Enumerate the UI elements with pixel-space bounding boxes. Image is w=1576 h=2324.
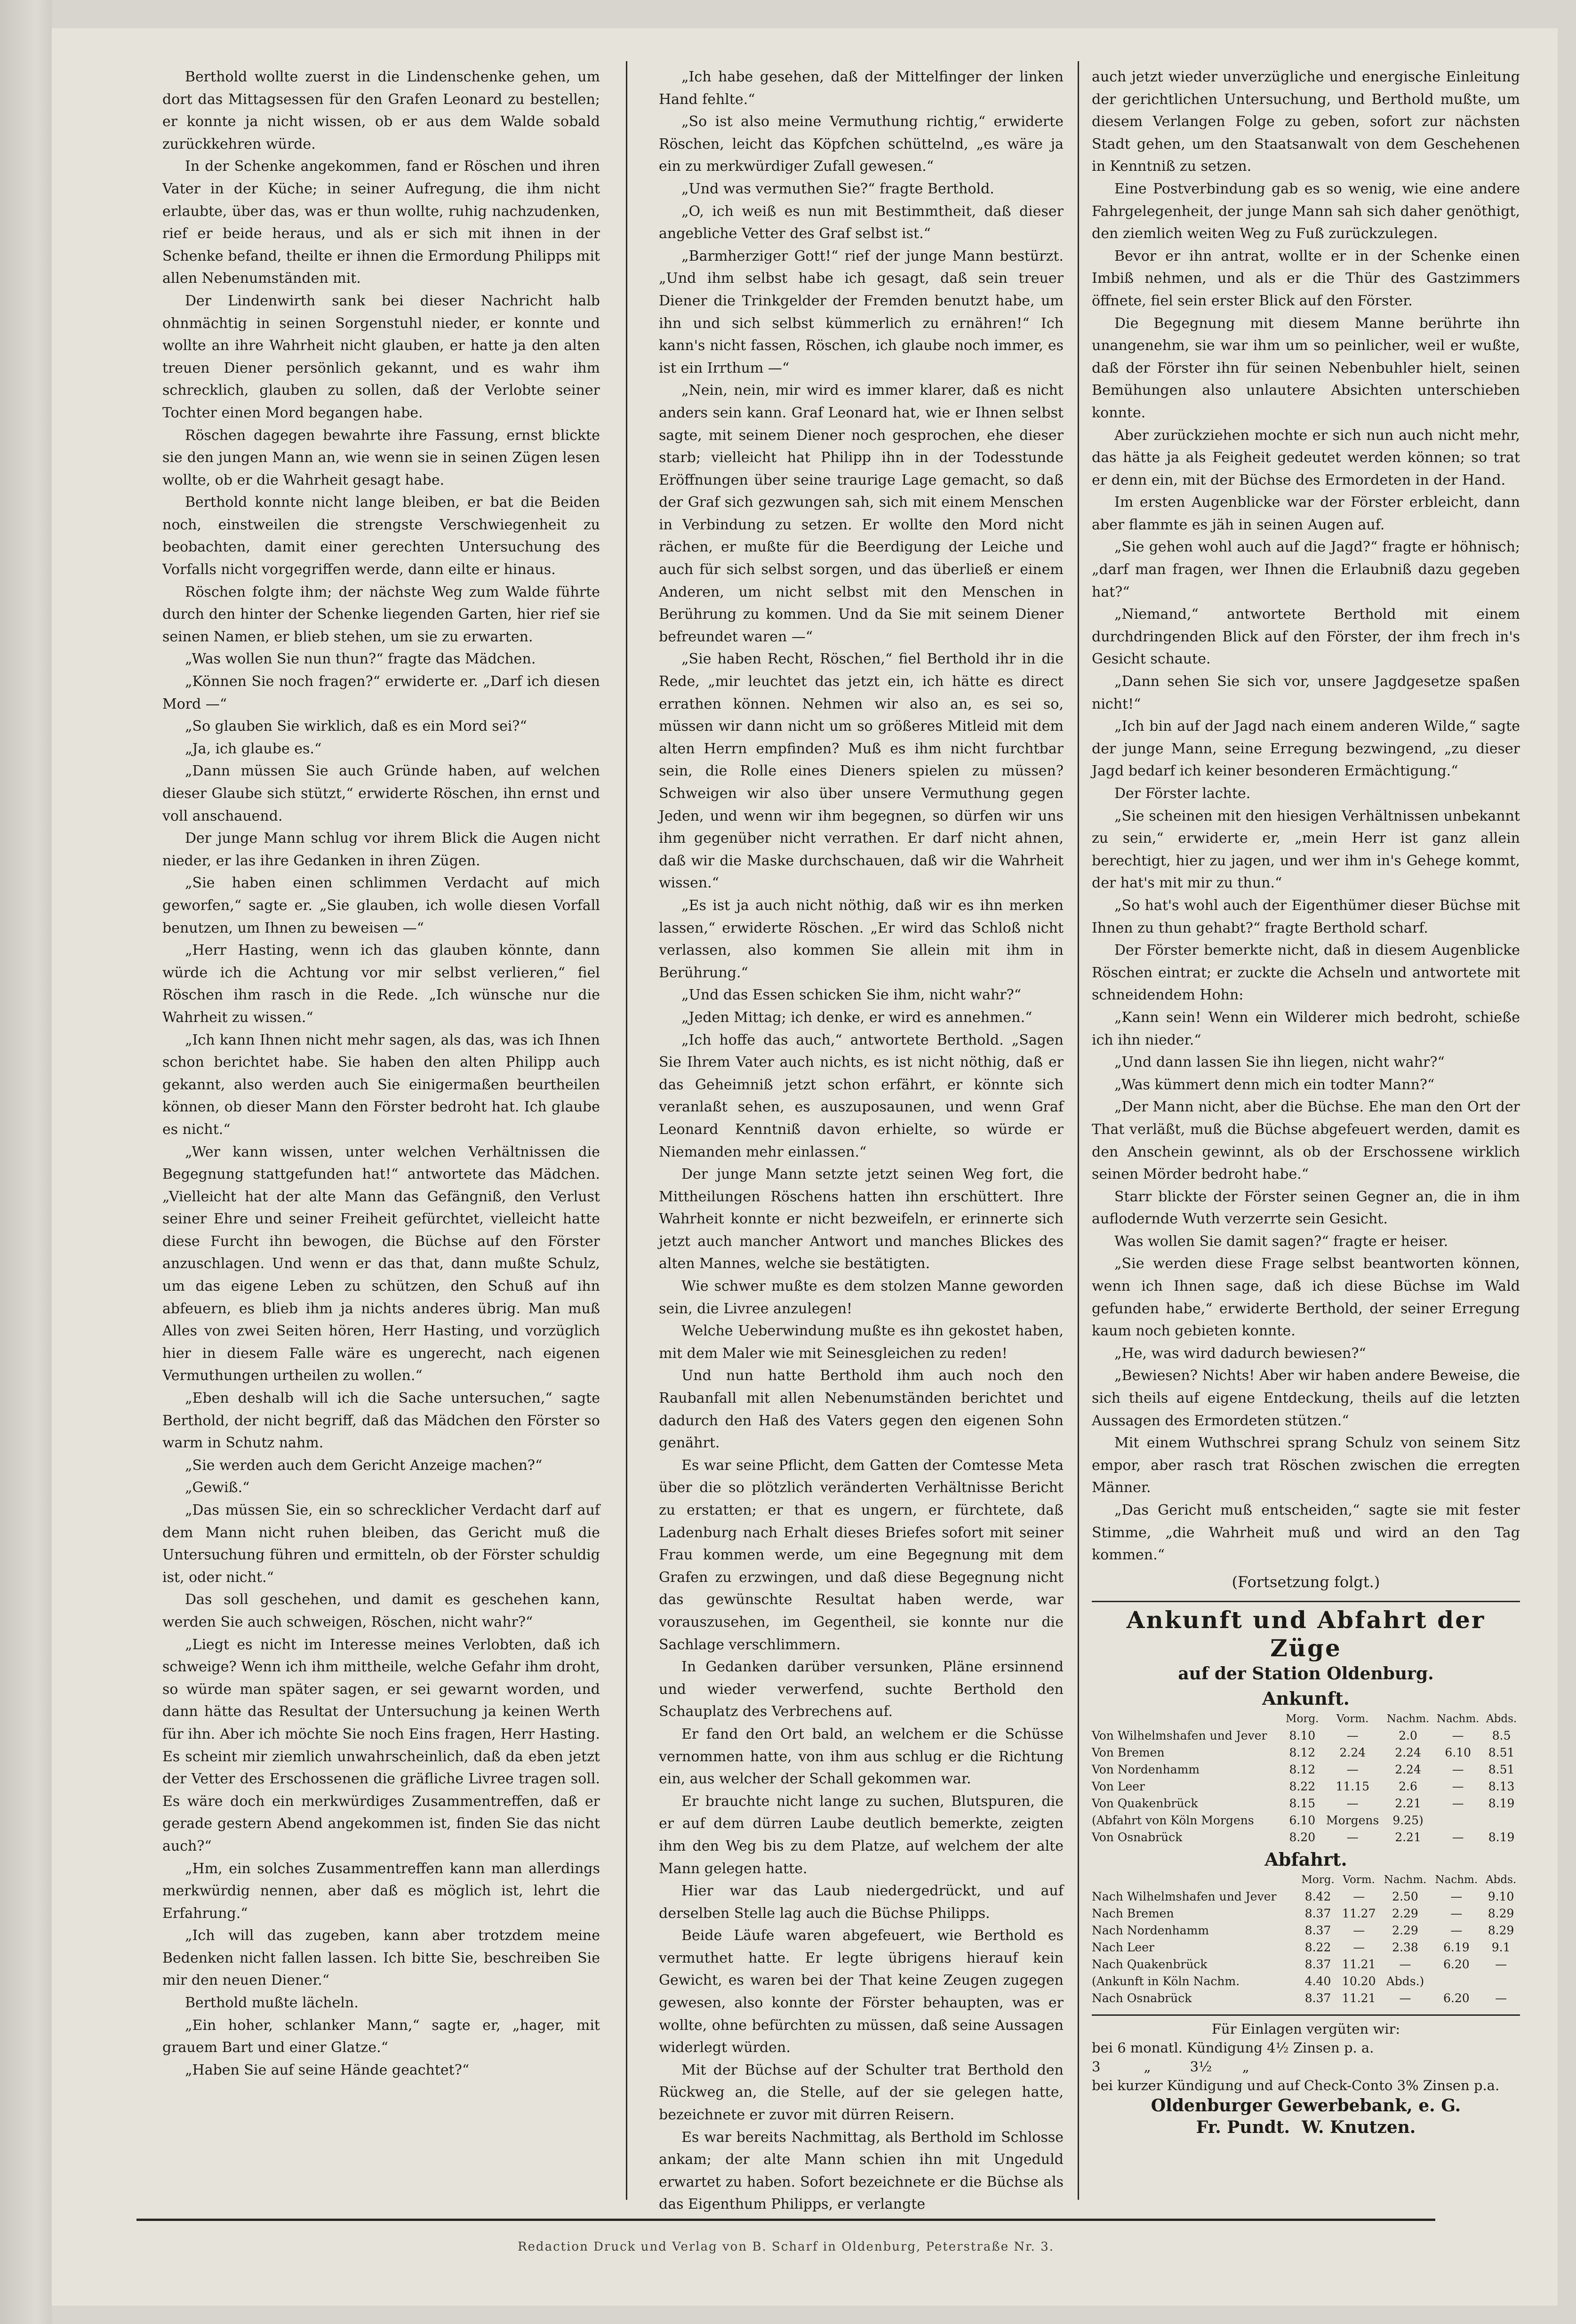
train-time: 8.37 — [1304, 1957, 1331, 1972]
train-time: 8.12 — [1289, 1763, 1316, 1777]
paragraph: „Ich hoffe das auch,“ antwortete Berthold. „Sagen Sie Ihrem Vater auch nichts, es ist nicht nöthig, daß er das Geheimniß jetzt schon erfährt, er könnte sich veranlaßt sehen, es auszuposaunen, und wenn Graf Leonard Kenntniß davon erhielte, so würde er Niemanden mehr einlassen.“ — [659, 1031, 1064, 1160]
train-time: 6.19 — [1443, 1941, 1470, 1955]
timetable-row — [1092, 1939, 1520, 1956]
paragraph: „Ich bin auf der Jagd nach einem anderen Wilde,“ sagte der junge Mann, seine Erregung bezwingend, „zu dieser Jagd bedarf ich keiner besonderen Ermächtigung.“ — [1092, 718, 1520, 780]
train-time: 11.21 — [1342, 1991, 1376, 2005]
train-time: 2.29 — [1392, 1907, 1418, 1921]
timetable-row — [1092, 1973, 1520, 1990]
paragraph: „Sie werden diese Frage selbst beantworten können, wenn ich Ihnen sage, daß ich diese Büchse im Wald gefunden habe,“ erwiderte Berthold, der seiner Erregung kaum noch gebieten konnte. — [1092, 1255, 1520, 1340]
train-time: — — [1450, 1924, 1463, 1938]
paragraph: „Und dann lassen Sie ihn liegen, nicht wahr?“ — [1114, 1054, 1445, 1071]
paragraph: auch jetzt wieder unverzügliche und energische Einleitung der gerichtlichen Untersuchung, und Berthold mußte, um diesem Verlangen Folge zu geben, sofort zur nächsten Stadt gehen, um den Staatsanwalt von dem Geschehenen in Kenntniß zu setzen. — [1092, 69, 1520, 175]
page-edge — [0, 0, 52, 2324]
train-time: 8.12 — [1289, 1746, 1316, 1760]
paragraph: Hier war das Laub niedergedrückt, und auf derselben Stelle lag auch die Büchse Philipps. — [659, 1883, 1064, 1922]
train-time: 8.19 — [1488, 1830, 1515, 1845]
train-time: 2.24 — [1339, 1746, 1366, 1760]
column-header: Morg. — [1286, 1713, 1319, 1725]
bank-signatories: Fr. Pundt. W. Knutzen. — [1196, 2117, 1416, 2138]
paragraph: „Barmherziger Gott!“ rief der junge Mann bestürzt. „Und ihm selbst habe ich gesagt, daß sein treuer Diener die Trinkgelder der Fremden benutzt habe, um ihn und sich selbst kümmerlich zu ernähren!“ Ich kann's nicht fassen, Röschen, ich glaube noch immer, es ist ein Irrthum —“ — [659, 248, 1064, 376]
paragraph: Der junge Mann setzte jetzt seinen Weg fort, die Mittheilungen Röschens hatten ihn erschüttert. Ihre Wahrheit konnte er nicht bezweifeln, er erinnerte sich jetzt auch mancher Antwort und manches Blickes des alten Mannes, welche sie bestätigten. — [659, 1166, 1064, 1272]
train-time: — — [1452, 1780, 1464, 1794]
paragraph: Was wollen Sie damit sagen?“ fragte er heiser. — [1114, 1233, 1448, 1250]
station-name: Von Osnabrück — [1092, 1830, 1183, 1845]
column-header: Morg. — [1301, 1874, 1335, 1886]
paragraph: Im ersten Augenblicke war der Förster erbleicht, dann aber flammte es jäh in seinen Augen auf. — [1092, 494, 1520, 533]
paragraph: Es war seine Pflicht, dem Gatten der Comtesse Meta über die so plötzlich veränderten Verhältnisse Bericht zu erstatten; er that es ungern, er fürchtete, daß Ladenburg nach Erhalt dieses Briefes sofort mit seiner Frau kommen werde, um eine Begegnung mit dem Grafen zu erzwingen, und daß diese Begegnung nicht das gewünschte Resultat haben werde, war vorauszusehen, im Gegentheil, sie konnte nur die Sachlage verschlimmern. — [659, 1457, 1064, 1653]
train-time: 6.20 — [1443, 1991, 1470, 2005]
departure-heading: Abfahrt. — [1264, 1849, 1347, 1870]
paragraph: Der junge Mann schlug vor ihrem Blick die Augen nicht nieder, er las ihre Gedanken in ihren Zügen. — [162, 830, 600, 869]
station-name: Von Wilhelmshafen und Jever — [1092, 1729, 1267, 1743]
column-header: Nachm. — [1436, 1713, 1480, 1725]
text-column-3 — [1092, 66, 1520, 2193]
train-time: — — [1452, 1763, 1464, 1777]
timetable-row — [1092, 1778, 1520, 1795]
continuation-note: (Fortsetzung folgt.) — [1232, 1573, 1380, 1591]
train-time: — — [1450, 1907, 1463, 1921]
paragraph: „Haben Sie auf seine Hände geachtet?“ — [185, 2061, 470, 2078]
column-header: Abds. — [1486, 1874, 1517, 1886]
timetable-row — [1092, 1829, 1520, 1846]
train-time: 6.10 — [1289, 1813, 1316, 1828]
paragraph: „Ja, ich glaube es.“ — [185, 740, 322, 757]
paragraph: Eine Postverbindung gab es so wenig, wie eine andere Fahrgelegenheit, der junge Mann sah sich daher genöthigt, den ziemlich weiten Weg zu Fuß zurückzulegen. — [1092, 180, 1520, 242]
section-divider — [1092, 1601, 1520, 1602]
paragraph: Die Begegnung mit diesem Manne berührte ihn unangenehm, sie war ihm um so peinlicher, weil er wußte, daß der Förster ihn für seinen Nebenbuhler hielt, seinen Bemühungen also unlautere Absichten unterschieben konnte. — [1092, 315, 1520, 421]
timetable-row — [1092, 1956, 1520, 1973]
train-time: 4.40 — [1304, 1974, 1331, 1989]
ad-line: Für Einlagen vergüten wir: — [1211, 2021, 1400, 2037]
column-header: Vorm. — [1343, 1874, 1375, 1886]
station-name: Von Nordenhamm — [1092, 1763, 1200, 1777]
station-name: Von Leer — [1092, 1780, 1145, 1794]
paragraph: „Herr Hasting, wenn ich das glauben könnte, dann würde ich die Achtung vor mir selbst verlieren,“ fiel Röschen ihm rasch in die Rede. „Ich wünsche nur die Wahrheit zu wissen.“ — [162, 942, 600, 1026]
train-time: 8.37 — [1304, 1924, 1331, 1938]
train-time: 11.21 — [1342, 1957, 1376, 1972]
train-time — [1433, 1812, 1483, 1829]
timetable-row — [1092, 1727, 1520, 1744]
paragraph: Das soll geschehen, und damit es geschehen kann, werden Sie auch schweigen, Röschen, nicht wahr?“ — [162, 1591, 600, 1630]
train-time: 10.20 — [1342, 1974, 1376, 1989]
ad-line: bei kurzer Kündigung und auf Check-Conto 3% Zinsen p.a. — [1092, 2077, 1500, 2094]
timetable-row — [1092, 1990, 1520, 2007]
station-name: Nach Bremen — [1092, 1907, 1174, 1921]
train-time: — — [1452, 1729, 1464, 1743]
train-time: 8.20 — [1289, 1830, 1316, 1845]
train-time: 2.50 — [1392, 1890, 1418, 1904]
paragraph: „O, ich weiß es nun mit Bestimmtheit, daß dieser angebliche Vetter des Graf selbst ist.“ — [659, 203, 1064, 242]
train-time: 2.38 — [1392, 1941, 1418, 1955]
train-time — [1482, 1973, 1520, 1990]
column-header: Nachm. — [1384, 1874, 1427, 1886]
train-time: 8.51 — [1488, 1746, 1515, 1760]
train-time: — — [1450, 1890, 1463, 1904]
timetable-row — [1092, 1812, 1520, 1829]
train-time: Morgens — [1326, 1813, 1379, 1828]
paragraph: „Sie gehen wohl auch auf die Jagd?“ fragte er höhnisch; „darf man fragen, wer Ihnen die Erlaubniß dazu gegeben hat?“ — [1092, 539, 1520, 600]
paragraph: Aber zurückziehen mochte er sich nun auch nicht mehr, das hätte ja als Feigheit gedeutet werden können; so trat er denn ein, mit der Büchse des Ermordeten in der Hand. — [1092, 427, 1520, 488]
train-time: Abds.) — [1386, 1974, 1424, 1989]
departure-table — [1092, 1871, 1520, 2007]
text-column-2 — [659, 66, 1064, 2213]
footer-rule — [136, 2219, 1435, 2221]
paragraph: Beide Läufe waren abgefeuert, wie Berthold es vermuthet hatte. Er legte übrigens hierauf kein Gewicht, es waren bei der That keine Zeugen zugegen gewesen, also konnte der Förster behaupten, was er wollte, ohne befürchten zu müssen, daß seine Aussagen widerlegt würden. — [659, 1927, 1064, 2056]
paragraph: „Was wollen Sie nun thun?“ fragte das Mädchen. — [185, 651, 536, 668]
column-rule-1 — [626, 61, 627, 2200]
train-time: 8.22 — [1289, 1780, 1316, 1794]
train-time: 8.13 — [1488, 1780, 1515, 1794]
train-time: — — [1399, 1991, 1411, 2005]
paragraph: „Ich will das zugeben, kann aber trotzdem meine Bedenken nicht fallen lassen. Ich bitte Sie, beschreiben Sie mir den neuen Diener.“ — [162, 1927, 600, 1989]
train-time — [1431, 1973, 1482, 1990]
paragraph: „Das müssen Sie, ein so schrecklicher Verdacht darf auf dem Mann nicht ruhen bleiben, das Gericht muß die Untersuchung führen und ermitteln, ob der Förster schuldig ist, oder nicht.“ — [162, 1502, 600, 1586]
timetable-row — [1092, 1761, 1520, 1778]
station-name: Nach Nordenhamm — [1092, 1924, 1209, 1938]
train-time: 2.21 — [1395, 1830, 1421, 1845]
paragraph: „So hat's wohl auch der Eigenthümer dieser Büchse mit Ihnen zu thun gehabt?“ fragte Berthold scharf. — [1092, 897, 1520, 936]
train-time: — — [1452, 1830, 1464, 1845]
timetable-row — [1092, 1922, 1520, 1939]
train-time: 6.20 — [1443, 1957, 1470, 1972]
timetable-subtitle: auf der Station Oldenburg. — [1178, 1664, 1434, 1684]
section-divider — [1092, 2014, 1520, 2016]
paragraph: „Ich kann Ihnen nicht mehr sagen, als das, was ich Ihnen schon berichtet habe. Sie haben den alten Philipp auch gekannt, also werden auch Sie einigermaßen beurtheilen können, ob dieser Mann den Förster bedroht hat. Ich glaube es nicht.“ — [162, 1031, 600, 1138]
paragraph: „Dann müssen Sie auch Gründe haben, auf welchen dieser Glaube sich stützt,“ erwiderte Röschen, ihn ernst und voll anschauend. — [162, 763, 600, 824]
paragraph: „So ist also meine Vermuthung richtig,“ erwiderte Röschen, leicht das Köpfchen schüttelnd, „es wäre ja ein zu merkwürdiger Zufall gewesen.“ — [659, 113, 1064, 175]
train-time: 11.27 — [1342, 1907, 1376, 1921]
paragraph: Er brauchte nicht lange zu suchen, Blutspuren, die er auf dem dürren Laube deutlich bemerkte, zeigten ihm den Weg bis zu dem Platze, auf welchem der alte Mann gelegen hatte. — [659, 1793, 1064, 1877]
timetable-row — [1092, 1905, 1520, 1922]
train-time: — — [1346, 1797, 1359, 1811]
station-name: Nach Wilhelmshafen und Jever — [1092, 1890, 1277, 1904]
train-time: — — [1452, 1797, 1464, 1811]
column-header: Abds. — [1486, 1713, 1517, 1725]
train-time: 8.37 — [1304, 1907, 1331, 1921]
paragraph: „Sie haben Recht, Röschen,“ fiel Berthold ihr in die Rede, „mir leuchtet das jetzt ein, ich hätte es direct errathen können. Nehmen wir also an, es sei so, müssen wir dann nicht um so größeres Mitleid mit dem alten Herrn empfinden? Muß es ihm nicht furchtbar sein, die Rolle eines Dieners spielen zu müssen? Schweigen wir also über unsere Vermuthung gegen Jeden, und wenn wir ihm begegnen, so dürfen wir uns ihm gegenüber nicht verrathen. Er darf nicht ahnen, daß wir die Maske durchschauen, daß wir die Wahrheit wissen.“ — [659, 651, 1064, 892]
timetable-row — [1092, 1744, 1520, 1761]
train-time: — — [1346, 1729, 1359, 1743]
train-time: 9.25) — [1392, 1813, 1424, 1828]
train-time: 8.19 — [1488, 1797, 1515, 1811]
column-rule-2 — [1078, 61, 1079, 2200]
train-time: 6.10 — [1445, 1746, 1471, 1760]
paragraph: „Dann sehen Sie sich vor, unsere Jagdgesetze spaßen nicht!“ — [1092, 673, 1520, 712]
paragraph: Mit der Büchse auf der Schulter trat Berthold den Rückweg an, die Stelle, auf der sie gelegen hatte, bezeichnete er zuvor mit dürren Reisern. — [659, 2061, 1064, 2124]
paragraph: In Gedanken darüber versunken, Pläne ersinnend und wieder verwerfend, suchte Berthold den Schauplatz des Verbrechens auf. — [659, 1659, 1064, 1720]
train-time: 8.15 — [1289, 1797, 1316, 1811]
paragraph: „Hm, ein solches Zusammentreffen kann man allerdings merkwürdig nennen, aber daß es möglich ist, lehrt die Erfahrung.“ — [162, 1860, 600, 1922]
paragraph: „Sie haben einen schlimmen Verdacht auf mich geworfen,“ sagte er. „Sie glauben, ich wolle diesen Vorfall benutzen, um Ihnen zu beweisen —“ — [162, 875, 600, 936]
train-time: 2.24 — [1395, 1763, 1421, 1777]
train-time: — — [1346, 1763, 1359, 1777]
column-header: Nachm. — [1386, 1713, 1430, 1725]
paragraph: Bevor er ihn antrat, wollte er in der Schenke einen Imbiß nehmen, und als er die Thür des Gastzimmers öffnete, fiel sein erster Blick auf den Förster. — [1092, 248, 1520, 309]
paragraph: Der Förster lachte. — [1114, 785, 1251, 802]
train-time: 2.0 — [1399, 1729, 1417, 1743]
paragraph: Wie schwer mußte es dem stolzen Manne geworden sein, die Livree anzulegen! — [659, 1278, 1064, 1317]
train-time: — — [1353, 1924, 1365, 1938]
train-time: 9.10 — [1488, 1890, 1514, 1904]
paragraph: „Und was vermuthen Sie?“ fragte Berthold. — [681, 180, 994, 197]
train-time: 2.29 — [1392, 1924, 1418, 1938]
paragraph: Berthold konnte nicht lange bleiben, er bat die Beiden noch, einstweilen die strengste Verschwiegenheit zu beobachten, damit einer gerechten Untersuchung des Vorfalls nicht vorgegriffen werde, dann eilte er hinaus. — [162, 494, 600, 578]
timetable-row — [1092, 1888, 1520, 1905]
paragraph: „Niemand,“ antwortete Berthold mit einem durchdringenden Blick auf den Förster, der ihm frech in's Gesicht schaute. — [1092, 606, 1520, 668]
paragraph: In der Schenke angekommen, fand er Röschen und ihren Vater in der Küche; in seiner Aufregung, die ihm nicht erlaubte, über das, was er thun wollte, ruhig nachzudenken, rief er beide heraus, und als er sich mit ihnen in der Schenke befand, theilte er ihnen die Ermordung Philipps mit allen Nebenumständen mit. — [162, 158, 600, 287]
bank-name: Oldenburger Gewerbebank, e. G. — [1151, 2096, 1461, 2116]
ad-line: bei 6 monatl. Kündigung 4½ Zinsen p. a. — [1092, 2040, 1374, 2056]
train-time: 8.37 — [1304, 1991, 1331, 2005]
paragraph: „Das Gericht muß entscheiden,“ sagte sie mit fester Stimme, „die Wahrheit muß und wird an den Tag kommen.“ — [1092, 1502, 1520, 1564]
column-3-paragraphs — [1092, 66, 1520, 1566]
paragraph: „He, was wird dadurch bewiesen?“ — [1114, 1345, 1366, 1362]
paragraph: „Gewiß.“ — [185, 1479, 250, 1496]
paragraph: Der Lindenwirth sank bei dieser Nachricht halb ohnmächtig in seinen Sorgenstuhl nieder, er konnte und wollte an ihre Wahrheit nicht glauben, er hatte ja den alten treuen Diener persönlich gekannt, und es wahr ihm schrecklich, glauben zu sollen, daß der Verlobte seiner Tochter einen Mord begangen habe. — [162, 292, 600, 421]
train-time: 2.24 — [1395, 1746, 1421, 1760]
ad-line: 3 „ 3½ „ — [1092, 2059, 1249, 2075]
paragraph: „Der Mann nicht, aber die Büchse. Ehe man den Ort der That verläßt, muß die Büchse abgefeuert werden, damit es den Anschein gewinnt, als ob der Erschossene wirklich seinen Mörder bedroht habe.“ — [1092, 1099, 1520, 1183]
station-name: Von Quakenbrück — [1092, 1797, 1198, 1811]
paragraph: Es war bereits Nachmittag, als Berthold im Schlosse ankam; der alte Mann schien ihn mit Ungeduld erwartet zu haben. Sofort bezeichnete er die Büchse als das Eigenthum Philipps, er verlangte — [659, 2129, 1064, 2213]
train-time — [1483, 1812, 1520, 1829]
paragraph: Berthold wollte zuerst in die Lindenschenke gehen, um dort das Mittagsessen für den Grafen Leonard zu bestellen; er konnte ja nicht wissen, ob er aus dem Walde sobald zurückkehren würde. — [162, 69, 600, 152]
paragraph: „So glauben Sie wirklich, daß es ein Mord sei?“ — [185, 718, 527, 735]
paragraph: Welche Ueberwindung mußte es ihn gekostet haben, mit dem Maler wie mit Seinesgleichen zu reden! — [659, 1323, 1064, 1362]
train-time: — — [1353, 1941, 1365, 1955]
column-header: Vorm. — [1336, 1713, 1369, 1725]
train-time: — — [1353, 1890, 1365, 1904]
timetable-row — [1092, 1795, 1520, 1812]
paragraph: Röschen folgte ihm; der nächste Weg zum Walde führte durch den hinter der Schenke liegenden Garten, hier rief sie seinen Namen, er blieb stehen, um sie zu erwarten. — [162, 583, 600, 645]
train-time: 8.10 — [1289, 1729, 1316, 1743]
station-name: Nach Leer — [1092, 1941, 1154, 1955]
column-header: Nachm. — [1435, 1874, 1478, 1886]
paragraph: Und nun hatte Berthold ihm auch noch den Raubanfall mit allen Nebenumständen berichtet und dadurch den Haß des Vaters gegen den eigenen Sohn genährt. — [659, 1367, 1064, 1452]
paragraph: „Sie werden auch dem Gericht Anzeige machen?“ — [185, 1457, 543, 1474]
paragraph: Er fand den Ort bald, an welchem er die Schüsse vernommen hatte, von ihm aus schlug er die Richtung ein, aus welcher der Schall gekommen war. — [659, 1725, 1064, 1788]
imprint-footer: Redaction Druck und Verlag von B. Scharf in Oldenburg, Peterstraße Nr. 3. — [517, 2240, 1055, 2254]
train-time: 2.6 — [1399, 1780, 1417, 1794]
paragraph: „Jeden Mittag; ich denke, er wird es annehmen.“ — [681, 1009, 1032, 1026]
paragraph: „Können Sie noch fragen?“ erwiderte er. „Darf ich diesen Mord —“ — [162, 673, 600, 712]
paragraph: Der Förster bemerkte nicht, daß in diesem Augenblicke Röschen eintrat; er zuckte die Achseln und antwortete mit schneidendem Hohn: — [1092, 942, 1520, 1004]
train-time: 8.42 — [1304, 1890, 1331, 1904]
paragraph: Starr blickte der Förster seinen Gegner an, die in ihm auflodernde Wuth verzerrte sein Gesicht. — [1092, 1188, 1520, 1228]
station-name: Nach Quakenbrück — [1092, 1957, 1208, 1972]
train-time: 8.51 — [1488, 1763, 1515, 1777]
station-name: (Ankunft in Köln Nachm. — [1092, 1974, 1240, 1989]
paragraph: Röschen dagegen bewahrte ihre Fassung, ernst blickte sie den jungen Mann an, wie wenn sie in seinen Zügen lesen wollte, ob er die Wahrheit gesagt habe. — [162, 427, 600, 488]
train-time: 2.21 — [1395, 1797, 1421, 1811]
paragraph: „Liegt es nicht im Interesse meines Verlobten, daß ich schweige? Wenn ich ihm mittheile, welche Gefahr ihm droht, so würde man später sagen, er sei gewarnt worden, und dann hätte das Resultat der Untersuchung ja keinen Werth für ihn. Aber ich möchte Sie noch Eins fragen, Herr Hasting. Es scheint mir ziemlich unwahrscheinlich, daß da eben jetzt der Vetter des Erschossenen die gräfliche Livree tragen soll. Es wäre doch ein merkwürdiges Zusammentreffen, daß er gerade gestern Abend angekommen ist, finden Sie das nicht auch?“ — [162, 1636, 600, 1854]
arrival-table — [1092, 1710, 1520, 1846]
paragraph: „Es ist ja auch nicht nöthig, daß wir es ihn merken lassen,“ erwiderte Röschen. „Er wird das Schloß nicht verlassen, also kommen Sie allein mit ihm in Berührung.“ — [659, 897, 1064, 981]
timetable-title: Ankunft und Abfahrt der Züge — [1126, 1606, 1486, 1662]
paragraph: „Bewiesen? Nichts! Aber wir haben andere Beweise, die sich theils auf eigene Entdeckung, theils auf die letzten Aussagen des Ermordeten stützen.“ — [1092, 1367, 1520, 1429]
paragraph: „Wer kann wissen, unter welchen Verhältnissen die Begegnung stattgefunden hat!“ antwortete das Mädchen. „Vielleicht hat der alte Mann das Gefängniß, den Verlust seiner Ehre und seiner Freiheit gefürchtet, vielleicht hatte diese Furcht ihn bewogen, die Büchse auf den Förster anzuschlagen. Und wenn er das that, dann mußte Schulz, um das eigene Leben zu schützen, den Schuß auf ihn abfeuern, es blieb ihm ja nichts anderes übrig. Man muß Alles von zwei Seiten hören, Herr Hasting, und vorzüglich hier in diesem Falle wäre es ungerecht, nach eigenen Vermuthungen urtheilen zu wollen.“ — [162, 1143, 600, 1384]
train-time: 11.15 — [1336, 1780, 1369, 1794]
train-time: — — [1495, 1991, 1507, 2005]
paragraph: „Nein, nein, mir wird es immer klarer, daß es nicht anders sein kann. Graf Leonard hat, wie er Ihnen selbst sagte, mit seinem Diener noch gesprochen, ehe dieser starb; vielleicht hat Philipp ihn in der Todesstunde Eröffnungen über seine traurige Lage gemacht, so daß der Graf sich gezwungen sah, sich mit einem Menschen in Verbindung zu setzen. Er wollte den Mord nicht rächen, er mußte für die Beerdigung der Leiche und auch für sich selbst sorgen, und das überließ er einem Anderen, um nicht selbst mit den Menschen in Berührung zu kommen. Und da Sie mit seinem Diener befreundet waren —“ — [659, 382, 1064, 645]
train-time: 9.1 — [1491, 1941, 1511, 1955]
station-name: (Abfahrt von Köln Morgens — [1092, 1813, 1254, 1828]
train-time: 8.5 — [1492, 1729, 1511, 1743]
station-name: Von Bremen — [1092, 1746, 1165, 1760]
station-name: Nach Osnabrück — [1092, 1991, 1192, 2005]
train-time: — — [1346, 1830, 1359, 1845]
paragraph: Berthold mußte lächeln. — [185, 1995, 359, 2012]
train-time: 8.22 — [1304, 1941, 1331, 1955]
train-time: 8.29 — [1488, 1924, 1514, 1938]
train-time: — — [1399, 1957, 1411, 1972]
paragraph: „Was kümmert denn mich ein todter Mann?“ — [1114, 1076, 1435, 1093]
text-column-1 — [162, 66, 600, 2193]
paragraph: „Ein hoher, schlanker Mann,“ sagte er, „hager, mit grauem Bart und einer Glatze.“ — [162, 2017, 600, 2056]
paragraph: „Sie scheinen mit den hiesigen Verhältnissen unbekannt zu sein,“ erwiderte er, „mein Herr ist ganz allein berechtigt, hier zu jagen, und wer ihm in's Gehege kommt, der hat's mit mir zu thun.“ — [1092, 807, 1520, 892]
paragraph: „Kann sein! Wenn ein Wilderer mich bedroht, schieße ich ihn nieder.“ — [1092, 1009, 1520, 1048]
train-time: — — [1495, 1957, 1507, 1972]
arrival-heading: Ankunft. — [1262, 1688, 1350, 1709]
paragraph: Mit einem Wuthschrei sprang Schulz von seinem Sitz empor, aber rasch trat Röschen zwischen die erregten Männer. — [1092, 1435, 1520, 1496]
train-time: 8.29 — [1488, 1907, 1514, 1921]
bank-advertisement — [1092, 2020, 1520, 2138]
paragraph: „Ich habe gesehen, daß der Mittelfinger der linken Hand fehlte.“ — [659, 69, 1064, 108]
paragraph: „Eben deshalb will ich die Sache untersuchen,“ sagte Berthold, der nicht begriff, daß das Mädchen den Förster so warm in Schutz nahm. — [162, 1390, 600, 1452]
paragraph: „Und das Essen schicken Sie ihm, nicht wahr?“ — [681, 987, 1022, 1004]
